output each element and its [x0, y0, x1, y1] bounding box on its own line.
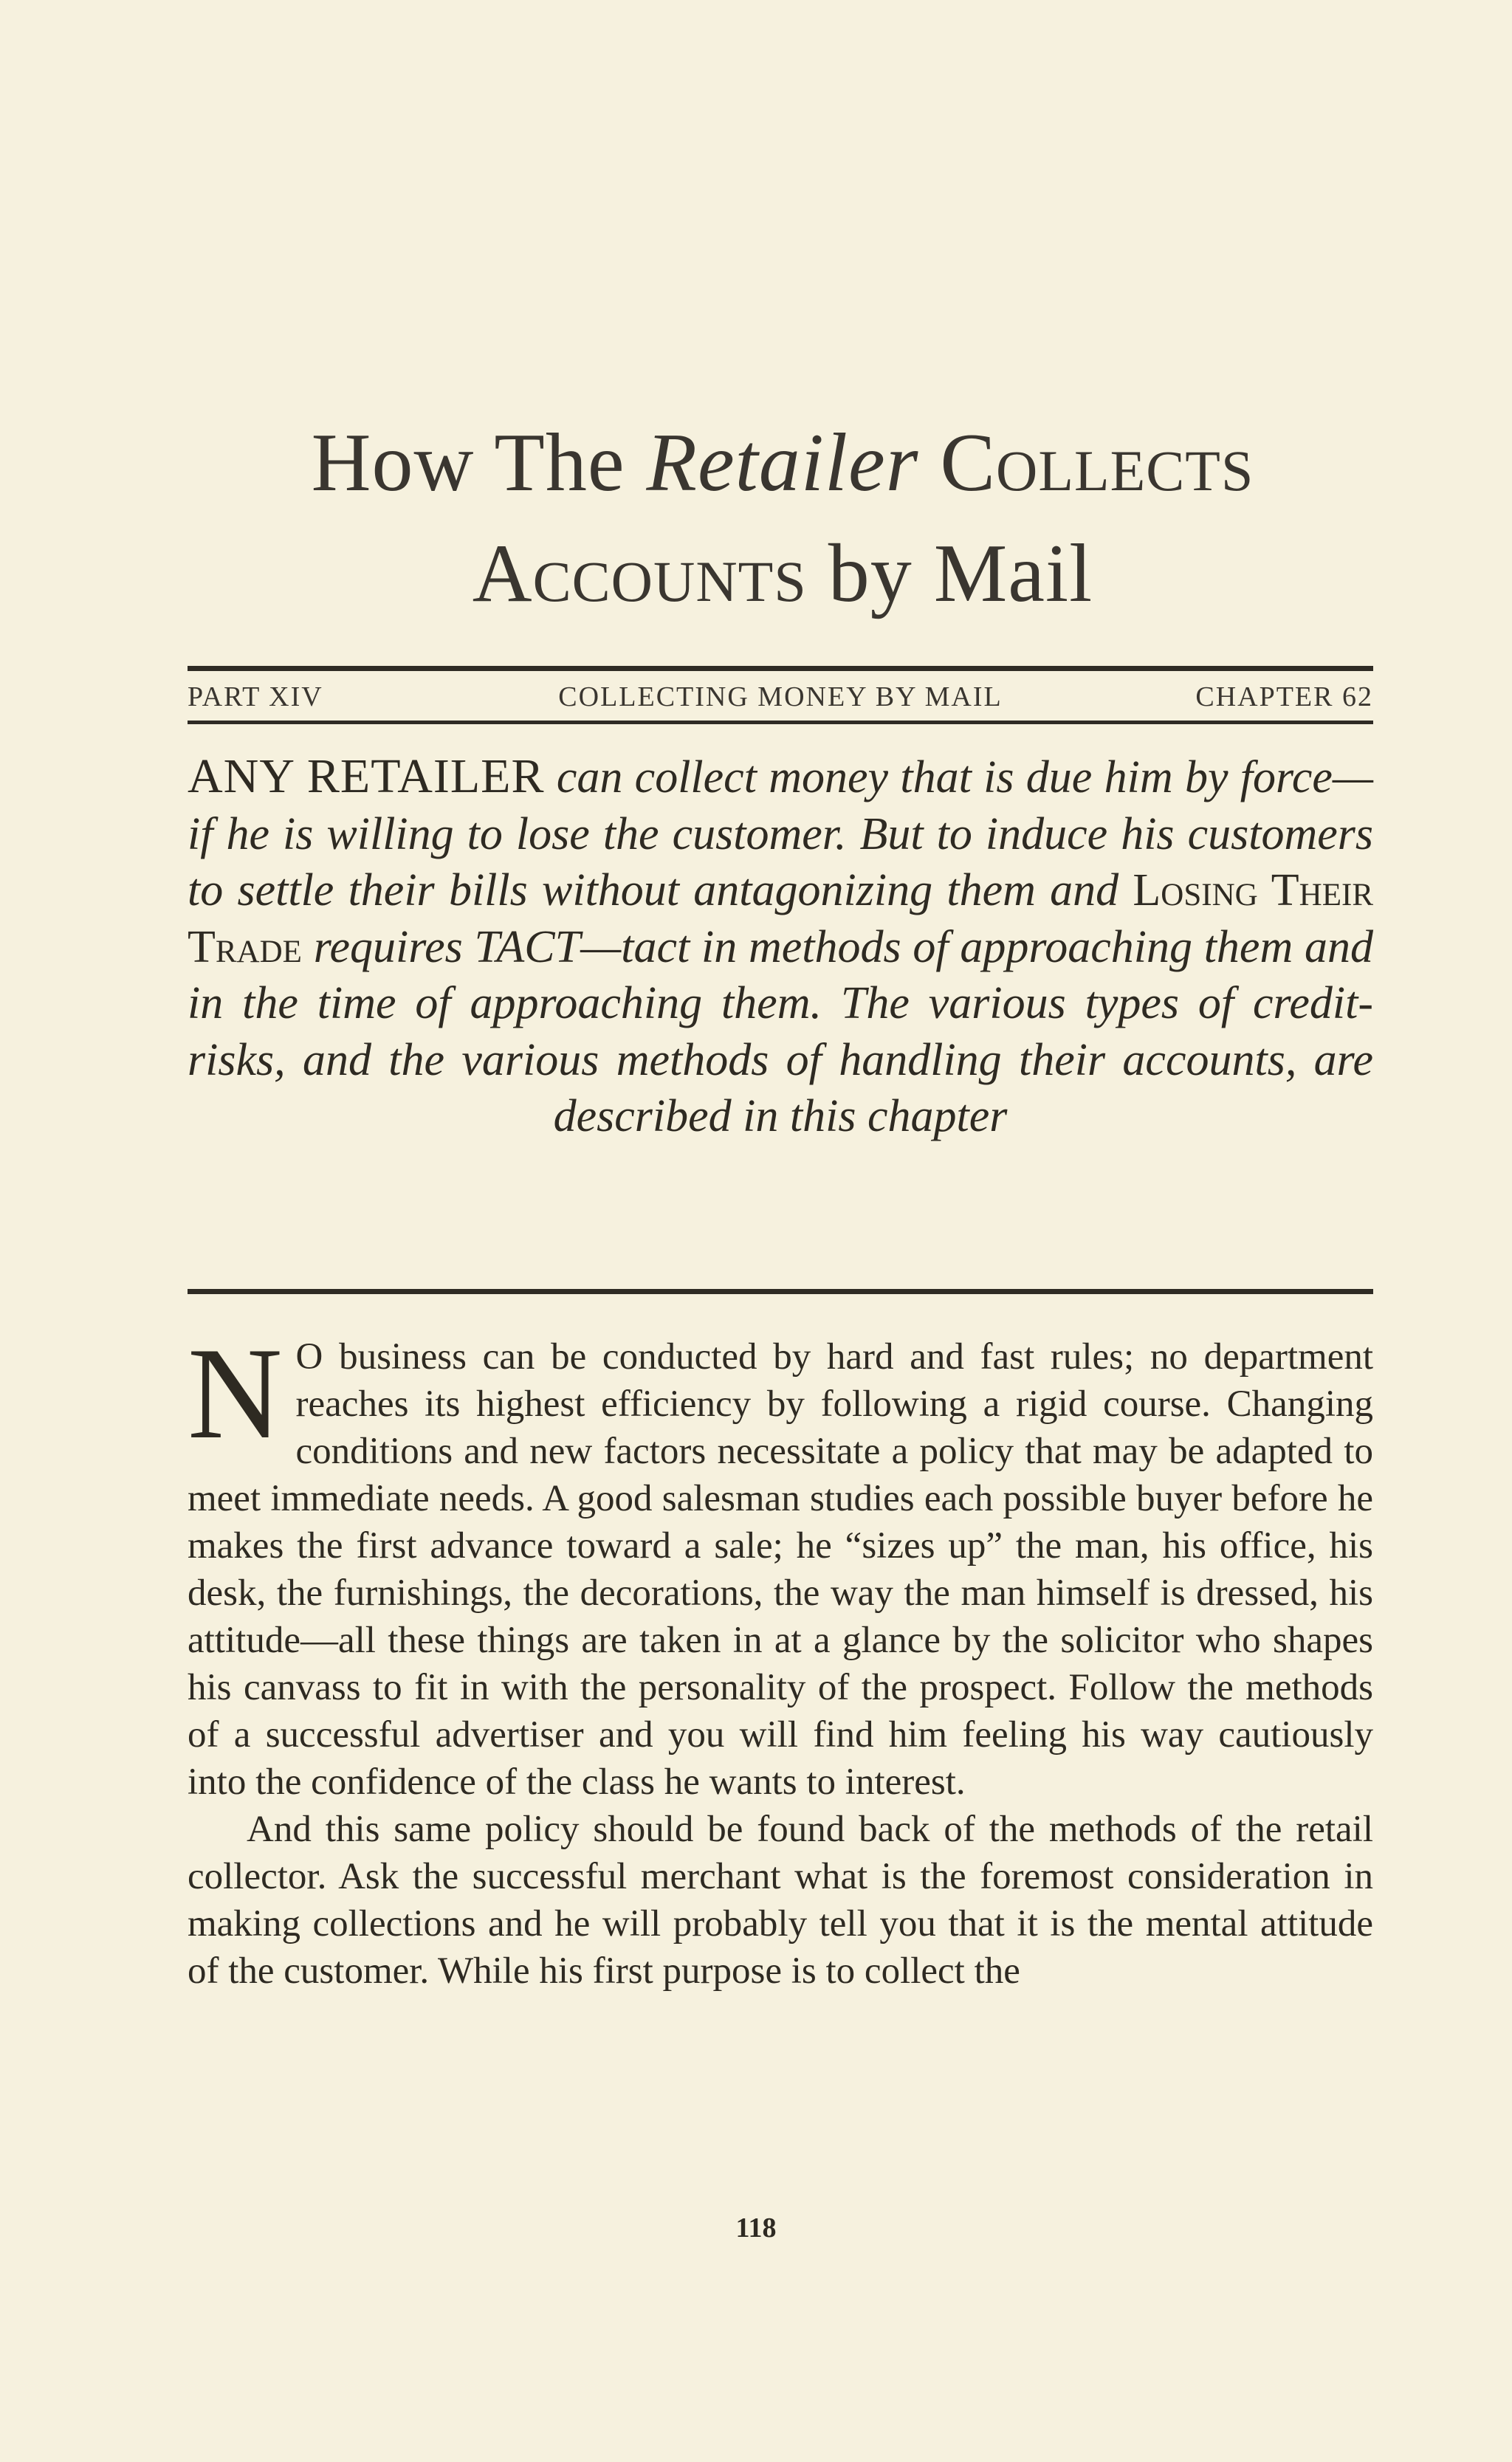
- page-number: 118: [735, 2212, 777, 2243]
- intro-lead: ANY RETAILER: [188, 749, 545, 803]
- chapter-intro: [188, 749, 1373, 1145]
- intro-divider-rule: [188, 1289, 1373, 1294]
- body-text: [188, 1320, 1373, 1995]
- running-head-chapter: CHAPTER 62: [1195, 681, 1373, 712]
- chapter-title-line-2: [148, 518, 1418, 629]
- intro-small-caps: Losing Their Trade: [188, 865, 1374, 972]
- title-small-caps-text: Accounts: [472, 528, 807, 619]
- title-italic-text: Retailer: [646, 417, 919, 509]
- intro-text-2: requires TACT—tact in methods of approaching them and in the time of approaching them. The various types of credit-risks, and the various methods of handling their accounts, are described in this chapter: [188, 921, 1373, 1141]
- drop-cap: N: [188, 1320, 283, 1466]
- paragraph-1-text: O business can be conducted by hard and fast rules; no department reaches its highest efficiency by following a rigid course. Changing conditions and new factors necessitate a policy that may be adapted to meet immediate needs. A good salesman studies each possible buyer before he makes the first advance toward a sale; he “sizes up” the man, his office, his desk, the furnishings, the decorations, the way the man himself is dressed, his attitude—all these things are taken in at a glance by the solicitor who shapes his canvass to fit in with the personality of the prospect. Follow the methods of a successful advertiser and you will find him feeling his way cautiously into the confidence of the class he wants to interest.: [188, 1336, 1373, 1803]
- paragraph-2: And this same policy should be found back of the methods of the retail collector. Ask the successful merchant what is the foremost consideration in making collections and he will probably tell you that it is the mental attitude of the customer. While his first purpose is to collect the: [188, 1809, 1373, 1992]
- title-plain-text: How The: [311, 417, 647, 509]
- chapter-title-line-1: [148, 408, 1418, 518]
- title-small-caps-text: Collects: [918, 417, 1254, 509]
- running-head-subject: COLLECTING MONEY BY MAIL: [558, 681, 1003, 712]
- title-plain-text: by Mail: [806, 528, 1093, 619]
- header-rule-bottom: [188, 721, 1373, 724]
- intro-text-1: can collect money that is due him by force—if he is willing to lose the customer. But to induce his customers to settle their bills without antagonizing them and: [188, 752, 1374, 915]
- paragraph-1: [188, 1320, 1373, 1806]
- running-head-part: PART XIV: [188, 681, 323, 712]
- header-rule-top: [188, 666, 1373, 671]
- running-head: [188, 676, 1373, 718]
